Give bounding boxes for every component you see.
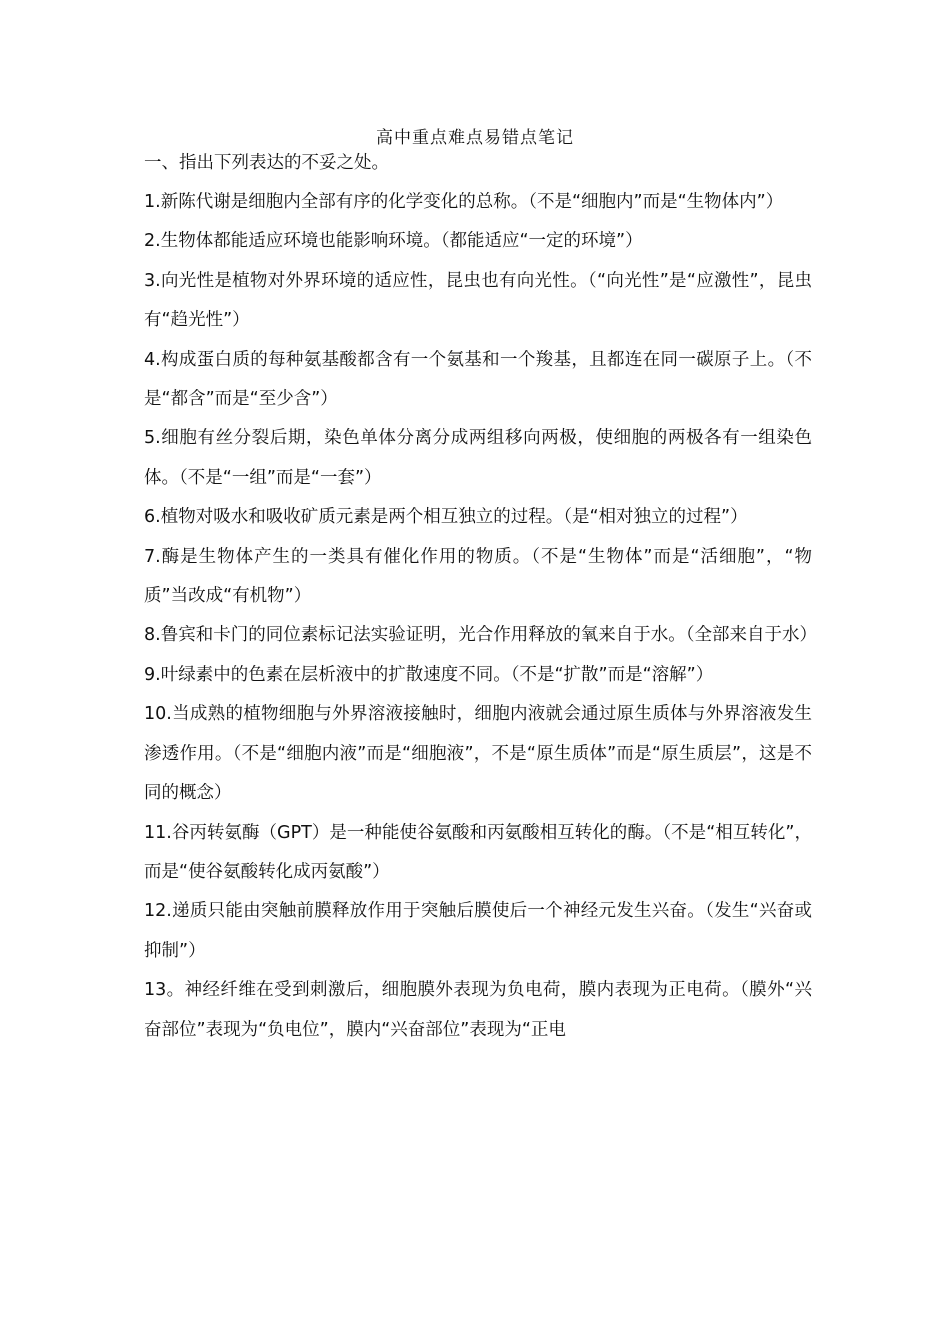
list-item: 9.叶绿素中的色素在层析液中的扩散速度不同。（不是“扩散”而是“溶解”） bbox=[144, 664, 714, 685]
list-item: 6.植物对吸水和吸收矿质元素是两个相互独立的过程。（是“相对独立的过程”） bbox=[144, 507, 748, 528]
list-item: 10.当成熟的植物细胞与外界溶液接触时，细胞内液就会通过原生质体与外界溶液发生渗透作用。（不是“细胞内液”而是“细胞液”，不是“原生质体”而是“原生质层”，这是不同的概念） bbox=[144, 704, 812, 804]
list-item: 4.构成蛋白质的每种氨基酸都含有一个氨基和一个羧基，且都连在同一碳原子上。（不是“都含”而是“至少含”） bbox=[144, 349, 812, 410]
list-item: 3.向光性是植物对外界环境的适应性，昆虫也有向光性。（“向光性”是“应激性”，昆虫有“趋光性”） bbox=[144, 270, 812, 331]
list-item: 12.递质只能由突触前膜释放作用于突触后膜使后一个神经元发生兴奋。（发生“兴奋或抑制”） bbox=[144, 901, 812, 961]
list-item: 2.生物体都能适应环境也能影响环境。（都能适应“一定的环境”） bbox=[144, 231, 643, 252]
item-list bbox=[144, 183, 817, 1050]
list-item: 13。神经纤维在受到刺激后，细胞膜外表现为负电荷，膜内表现为正电荷。（膜外“兴奋部位”表现为“负电位”，膜内“兴奋部位”表现为“正电 bbox=[144, 980, 812, 1040]
list-item: 5.细胞有丝分裂后期，染色单体分离分成两组移向两极，使细胞的两极各有一组染色体。（不是“一组”而是“一套”） bbox=[144, 428, 812, 488]
list-item: 11.谷丙转氨酶（GPT）是一种能使谷氨酸和丙氨酸相互转化的酶。（不是“相互转化”，而是“使谷氨酸转化成丙氨酸”） bbox=[144, 822, 812, 882]
section-heading: 一、指出下列表达的不妥之处。 bbox=[144, 153, 389, 173]
list-item: 1.新陈代谢是细胞内全部有序的化学变化的总称。（不是“细胞内”而是“生物体内”） bbox=[144, 192, 784, 212]
list-item: 8.鲁宾和卡门的同位素标记法实验证明，光合作用释放的氧来自于水。（全部来自于水） bbox=[144, 625, 817, 646]
list-item: 7.酶是生物体产生的一类具有催化作用的物质。（不是“生物体”而是“活细胞”，“物质”当改成“有机物”） bbox=[144, 546, 812, 607]
document-title: 高中重点难点易错点笔记 bbox=[376, 128, 574, 148]
